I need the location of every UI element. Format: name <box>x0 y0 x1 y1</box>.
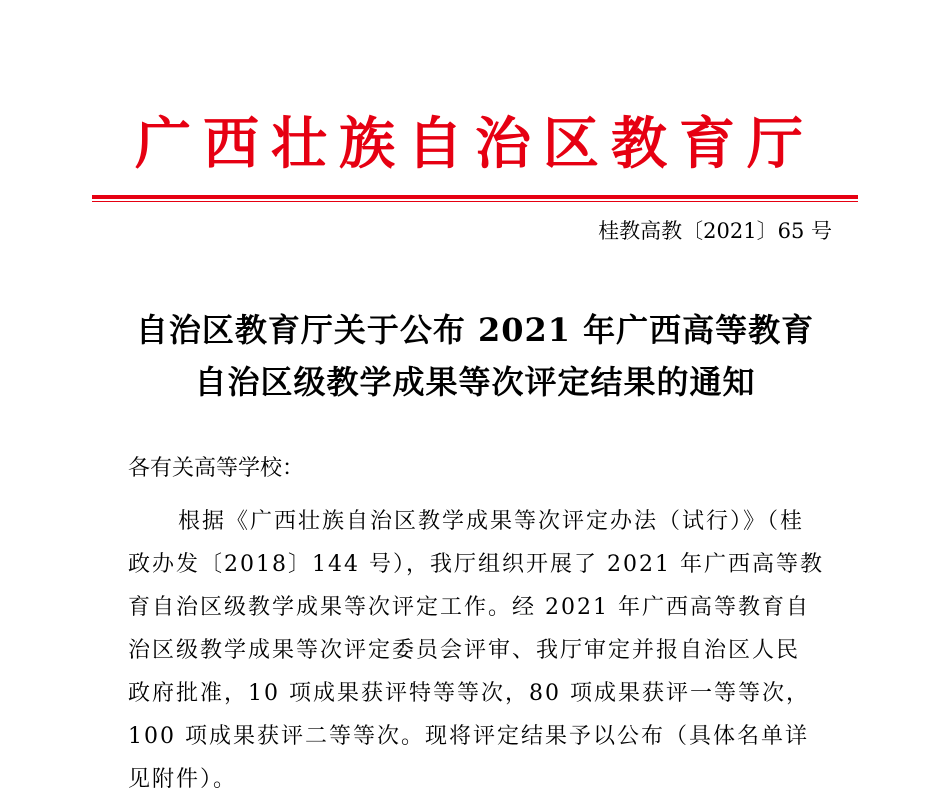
body-line: 政办发〔2018〕144 号），我厅组织开展了 2021 年广西高等教 <box>128 552 824 577</box>
body-paragraph <box>128 500 832 801</box>
document-title-line-2: 自治区级教学成果等次评定结果的通知 <box>194 363 756 401</box>
masthead-red-thin-rule <box>92 201 858 202</box>
salutation: 各有关高等学校： <box>128 456 305 481</box>
document-title-line-1: 自治区教育厅关于公布 2021 年广西高等教育 <box>135 311 815 349</box>
masthead-red-rule <box>92 195 858 199</box>
body-line: 见附件）。 <box>128 767 238 792</box>
body-line: 治区级教学成果等次评定委员会评审、我厅审定并报自治区人民 <box>128 638 801 663</box>
masthead-org-name: 广西壮族自治区教育厅 <box>135 111 815 177</box>
body-line: 政府批准，10 项成果获评特等等次，80 项成果获评一等等次， <box>128 681 810 706</box>
document-number: 桂教高教〔2021〕65 号 <box>598 219 832 243</box>
document-title <box>90 304 860 408</box>
body-line: 根据《广西壮族自治区教学成果等次评定办法（试行）》（桂 <box>178 509 805 534</box>
body-line: 育自治区级教学成果等次评定工作。经 2021 年广西高等教育自 <box>128 595 810 620</box>
body-line: 100 项成果获评二等等次。现将评定结果予以公布（具体名单详 <box>128 724 809 749</box>
